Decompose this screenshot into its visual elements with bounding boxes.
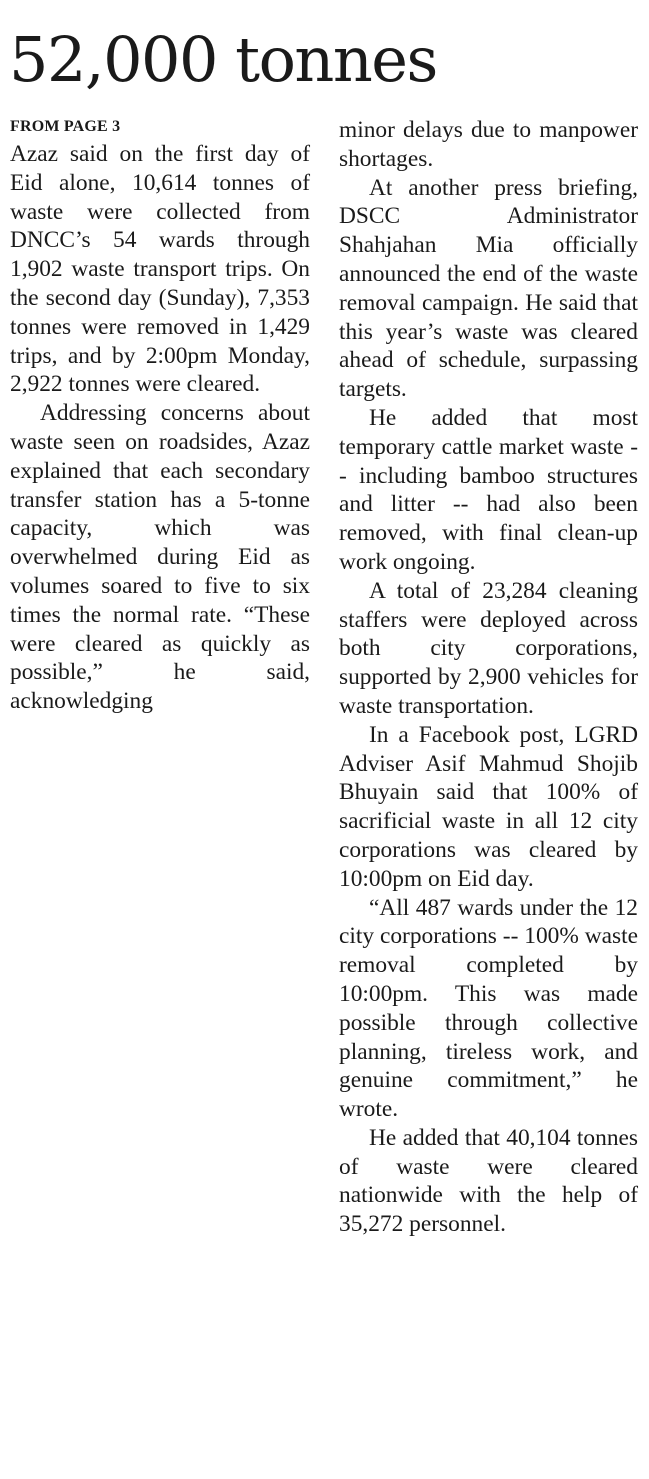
paragraph: He added that most temporary cattle market waste -- including bamboo structures and litter -- had also been removed, with final clean-up work ongoing. xyxy=(339,404,638,575)
paragraph: Addressing concerns about waste seen on roadsides, Azaz explained that each secondary transfer station has a 5-tonne capacity, which was overwhelmed during Eid as volumes soared to five to six times the normal rate. “These were cleared as quickly as possible,” he said, acknowledging xyxy=(10,400,310,715)
continued-from-kicker: FROM PAGE 3 xyxy=(10,118,121,135)
headline: 52,000 tonnes xyxy=(9,23,437,96)
paragraph: In a Facebook post, LGRD Adviser Asif Mahmud Shojib Bhuyain said that 100% of sacrificial waste in all 12 city corporations was cleared by 10:00pm on Eid day. xyxy=(339,721,638,892)
paragraph: minor delays due to manpower shortages. xyxy=(339,117,638,172)
paragraph: He added that 40,104 tonnes of waste were cleared nationwide with the help of 35,272 personnel. xyxy=(339,1124,638,1238)
paragraph: “All 487 wards under the 12 city corporations -- 100% waste removal completed by 10:00pm. This was made possible through collective planning, tireless work, and genuine commitment,” he wrote. xyxy=(339,894,638,1123)
article-column-left xyxy=(10,116,310,716)
paragraph: A total of 23,284 cleaning staffers were deployed across both city corporations, supported by 2,900 vehicles for waste transportation. xyxy=(339,577,638,719)
article-column-right xyxy=(339,116,638,1239)
paragraph: Azaz said on the first day of Eid alone, 10,614 tonnes of waste were collected from DNCC’s 54 wards through 1,902 waste transport trips. On the second day (Sunday), 7,353 tonnes were removed in 1,429 trips, and by 2:00pm Monday, 2,922 tonnes were cleared. xyxy=(10,141,310,398)
paragraph: At another press briefing, DSCC Administrator Shahjahan Mia officially announced the end of the waste removal campaign. He said that this year’s waste was cleared ahead of schedule, surpassing targets. xyxy=(339,174,638,403)
